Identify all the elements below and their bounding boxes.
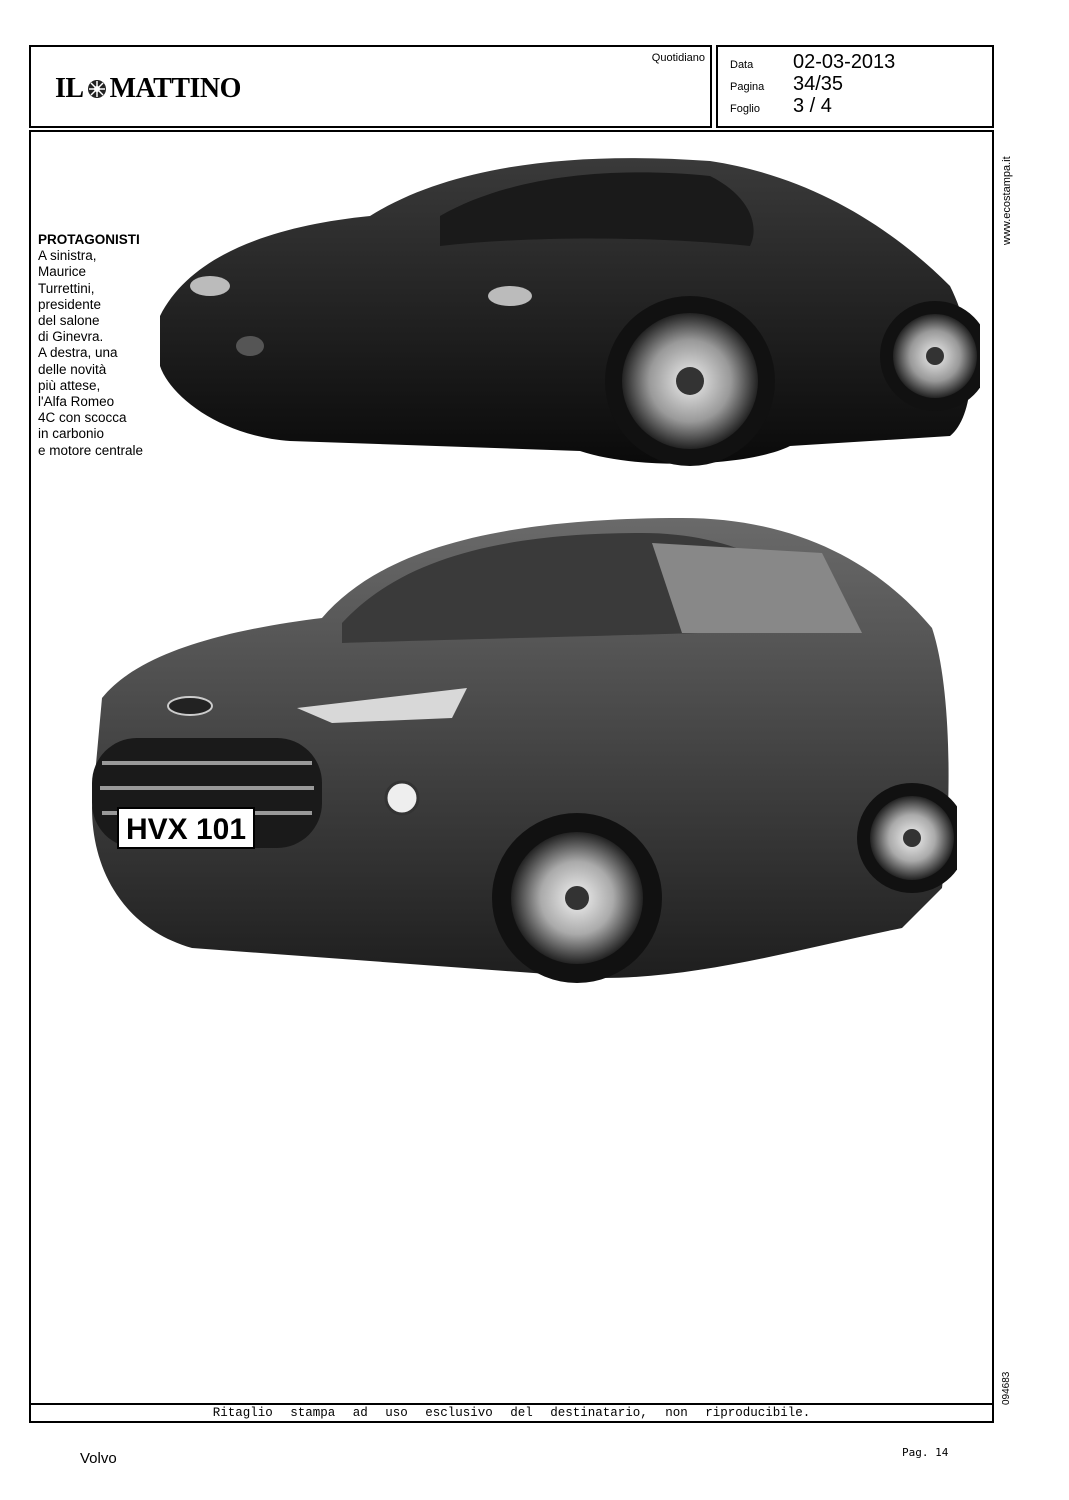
client-name: Volvo — [80, 1450, 117, 1467]
logo-text-right: MATTINO — [109, 73, 241, 104]
publication-type: Quotidiano — [651, 52, 705, 64]
date-value: 02-03-2013 — [793, 51, 896, 73]
photo-caption — [38, 232, 168, 459]
logo-seal-icon — [86, 78, 108, 100]
sheet-label: Foglio — [730, 103, 760, 115]
page-row — [730, 73, 843, 96]
page-number: Pag. 14 — [902, 1446, 949, 1459]
sports-car-photo — [150, 146, 980, 476]
sheet-row — [730, 95, 832, 118]
copyright-disclaimer: Ritaglio stampa ad uso esclusivo del destinatario, non riproducibile. — [29, 1403, 994, 1420]
newspaper-logo — [55, 73, 241, 105]
logo-text-left: IL — [55, 73, 84, 104]
sheet-value: 3 / 4 — [793, 95, 832, 117]
date-label: Data — [730, 59, 754, 71]
caption-title: PROTAGONISTI — [38, 232, 140, 247]
side-code: 094683 — [1001, 1371, 1012, 1405]
license-plate-text: HVX 101 — [125, 813, 247, 846]
masthead-box — [29, 45, 712, 128]
page-value: 34/35 — [793, 73, 844, 95]
metadata-box — [716, 45, 994, 128]
suv-photo — [82, 508, 957, 1013]
date-row — [730, 51, 895, 74]
side-url: www.ecostampa.it — [1001, 156, 1013, 245]
caption-body: A sinistra, Maurice Turrettini, presidente del salone di Ginevra. A destra, una delle novità più attese, l'Alfa Romeo 4C con scocca in carbonio e motore centrale — [38, 248, 144, 458]
page-label: Pagina — [730, 81, 765, 93]
